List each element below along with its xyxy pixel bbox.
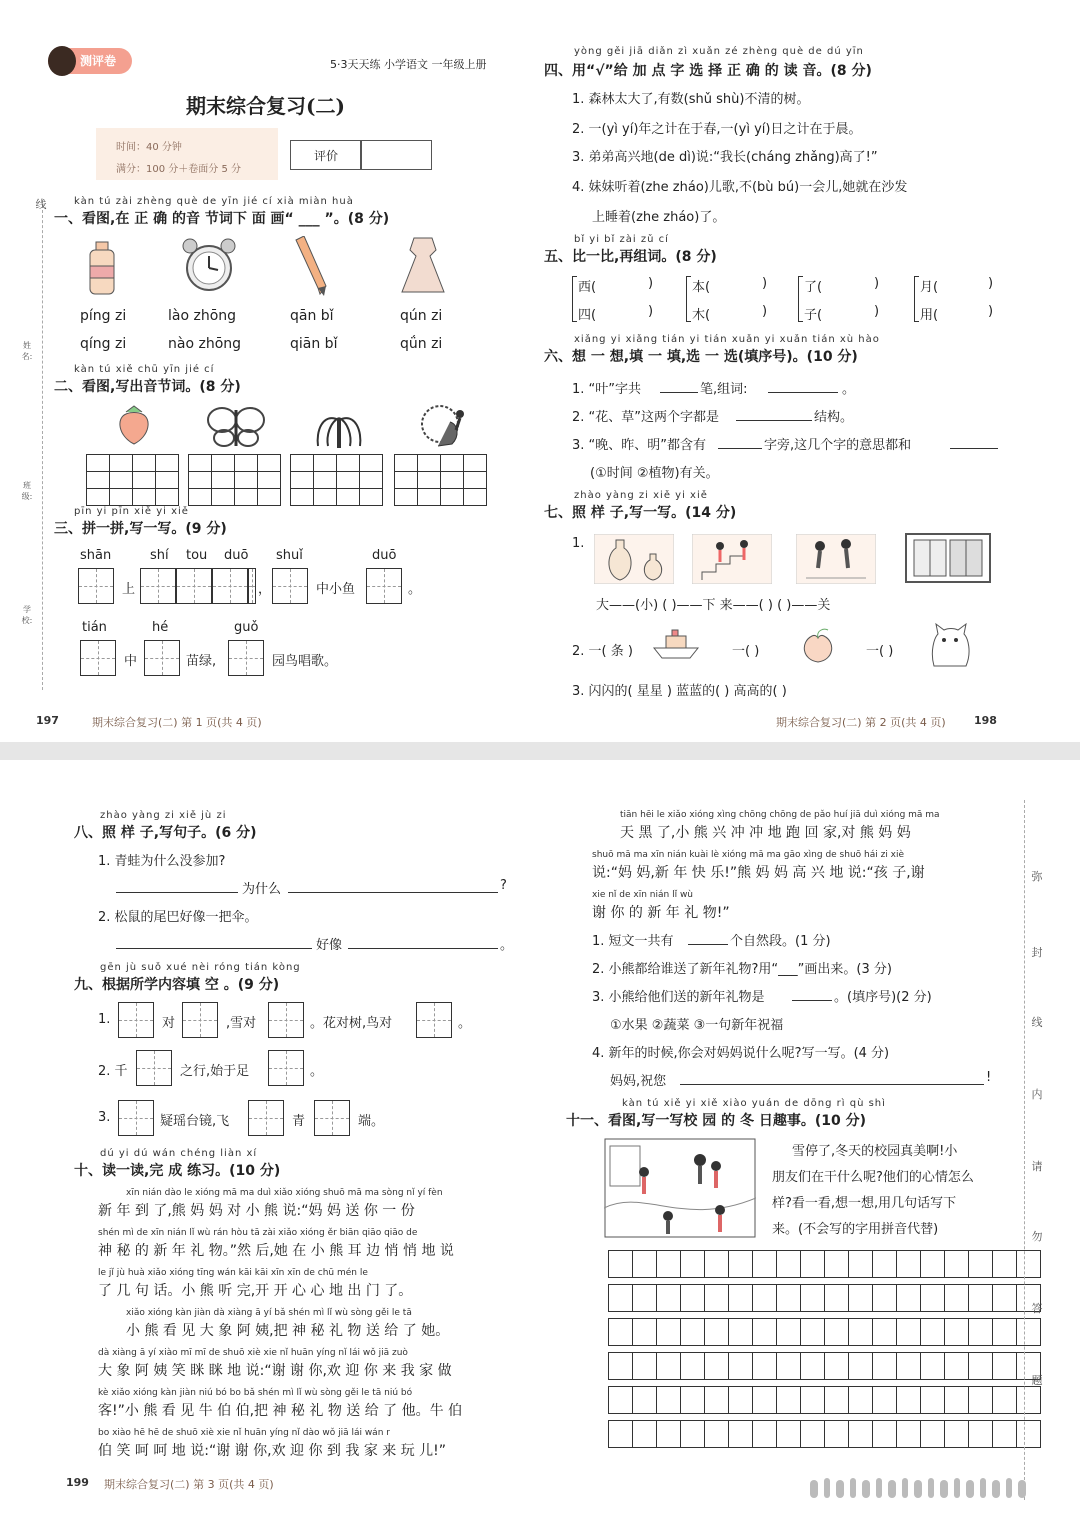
passage-pinyin: dà xiàng ā yí xiào mī mī de shuō xiè xie nǐ huān yíng nǐ lái wǒ jiā zuò xyxy=(98,1348,408,1358)
sec3-py-7: tián xyxy=(82,620,107,635)
eval-divider xyxy=(360,140,362,170)
binding-label-1: 线 xyxy=(35,198,47,211)
passage-line: 了 几 句 话。小 熊 听 完,开 开 心 心 地 出 门 了。 xyxy=(98,1283,413,1299)
paren-close: ) xyxy=(874,304,880,319)
passage-line: 说:“妈 妈,新 年 快 乐!”熊 妈 妈 高 兴 地 说:“孩 子,谢 xyxy=(592,865,925,881)
paren-close: ) xyxy=(988,276,994,291)
pinyin-grid-2[interactable] xyxy=(188,454,281,506)
char-box[interactable] xyxy=(366,568,402,604)
sec10-q1a: 1. 短文一共有 xyxy=(592,934,674,949)
sec9-r2-2: 。 xyxy=(310,1064,324,1079)
sec10-blank-2[interactable] xyxy=(792,1000,832,1001)
char-box[interactable] xyxy=(248,568,256,604)
sec1-opt-6: nào zhōng xyxy=(168,336,242,352)
sec1-opt-8: qǘn zi xyxy=(400,336,443,352)
willow-tree-icon xyxy=(312,402,366,450)
char-box[interactable] xyxy=(176,568,212,604)
seal-char: 弥 xyxy=(1031,870,1043,883)
sec8-q1b: 为什么 xyxy=(242,882,282,897)
sec6-title: 六、想 一 想,填 一 填,选 一 选(填序号)。(10 分) xyxy=(544,349,858,365)
sec10-title: 十、读一读,完 成 练习。(10 分) xyxy=(74,1163,281,1179)
sec8-blank-4[interactable] xyxy=(348,948,498,949)
vases-icon xyxy=(594,534,674,584)
sec9-r3-3: 端。 xyxy=(358,1114,385,1129)
sec9-r2-1: 之行,始于足 xyxy=(180,1064,250,1079)
stairs-kids-icon xyxy=(692,534,772,584)
char-box[interactable] xyxy=(140,568,176,604)
char-box[interactable] xyxy=(78,568,114,604)
sec6-q3b: 字旁,这几个字的意思都和 xyxy=(764,438,912,453)
sec7-n1: 1. xyxy=(572,536,585,551)
sec3-pinyin: pīn yi pīn xiě yi xiě xyxy=(74,506,189,517)
mascot-icon xyxy=(48,46,76,76)
sec9-r3-1: 疑瑶台镜,飞 xyxy=(160,1114,230,1129)
sec10-q4: 4. 新年的时候,你会对妈妈说什么呢?写一写。(4 分) xyxy=(592,1046,890,1061)
footer-text: 期末综合复习(二) 第 3 页(共 4 页) xyxy=(104,1478,274,1491)
char-box[interactable] xyxy=(416,1002,452,1038)
sec10-q3-options: ①水果 ②蔬菜 ③一句新年祝福 xyxy=(610,1018,784,1033)
binding-line xyxy=(42,200,43,690)
sec8-pinyin: zhào yàng zi xiě jù zi xyxy=(100,810,227,821)
sec3-txt-4: 。 xyxy=(408,582,422,597)
sec7-pinyin: zhào yàng zi xiě yi xiě xyxy=(574,490,708,501)
passage-pinyin: bo xiào hē hē de shuō xiè xie nǐ huān yíng nǐ dào wǒ jiā lái wán r xyxy=(98,1428,390,1438)
sec7-title: 七、照 样 子,写一写。(14 分) xyxy=(544,505,737,521)
sec10-q2: 2. 小熊都给谁送了新年礼物?用“___”画出来。(3 分) xyxy=(592,962,892,977)
seal-char: 封 xyxy=(1031,946,1043,959)
paren-close: ) xyxy=(988,304,994,319)
sec9-r1-4: 。 xyxy=(458,1016,472,1031)
paren-close: ) xyxy=(762,304,768,319)
page-4 xyxy=(540,760,1080,1518)
passage-line: 天 黑 了,小 熊 兴 冲 冲 地 跑 回 家,对 熊 妈 妈 xyxy=(620,825,911,841)
sec9-title: 九、根据所学内容填 空 。(9 分) xyxy=(74,977,280,993)
sec10-q3a: 3. 小熊给他们送的新年礼物是 xyxy=(592,990,765,1005)
sec4-item-1: 1. 森林太大了,有数(shǔ shù)不清的树。 xyxy=(572,92,810,107)
passage-pinyin: kè xiǎo xióng kàn jiàn niú bó bo bǎ shén mì lǐ wù sòng gěi le tā niú bó xyxy=(98,1388,413,1398)
sec6-q1b: 笔,组词: xyxy=(700,382,748,397)
passage-line: 小 熊 看 见 大 象 阿 姨,把 神 秘 礼 物 送 给 了 她。 xyxy=(126,1323,450,1339)
sec10-q4b: ! xyxy=(986,1070,992,1085)
sec1-opt-4: qún zi xyxy=(400,308,443,324)
passage-pinyin: tiān hēi le xiǎo xióng xìng chōng chōng de pǎo huí jiā duì xióng mā ma xyxy=(620,810,940,820)
peacock-icon xyxy=(416,402,470,450)
sec3-py-4: duō xyxy=(224,548,249,563)
brace-2 xyxy=(686,276,691,322)
sec7-row2b: 一( ) xyxy=(732,644,760,659)
sec6-q3a: 3. “晚、昨、明”都含有 xyxy=(572,438,707,453)
sec1-opt-7: qiān bǐ xyxy=(290,336,338,352)
char-box[interactable] xyxy=(268,1002,304,1038)
sec9-r1-2: ,雪对 xyxy=(226,1016,257,1031)
passage-line: 大 象 阿 姨 笑 眯 眯 地 说:“谢 谢 你,欢 迎 你 来 我 家 做 xyxy=(98,1363,452,1379)
sec3-py-3: tou xyxy=(186,548,208,563)
sec9-r1-0: 1. xyxy=(98,1012,111,1027)
sec4-item-4: 4. 妹妹听着(zhe zháo)儿歌,不(bù bú)一会儿,她就在沙发 xyxy=(572,180,908,195)
sec4-pinyin: yòng gěi jiā diǎn zì xuǎn zé zhèng què de dú yīn xyxy=(574,46,864,57)
passage-line: 客!”小 熊 看 见 牛 伯 伯,把 神 秘 礼 物 送 给 了 他。牛 伯 xyxy=(98,1403,463,1419)
time-label: 时间：40 分钟 xyxy=(116,142,182,153)
sec5-title: 五、比一比,再组词。(8 分) xyxy=(544,249,717,265)
sec5-pair-1b: 四( xyxy=(578,308,597,323)
sec10-q3b: 。(填序号)(2 分) xyxy=(834,990,932,1005)
winter-campus-illustration xyxy=(604,1138,756,1238)
sec7-row2a: 2. 一( 条 ) xyxy=(572,644,633,659)
sec8-blank-1[interactable] xyxy=(116,892,238,893)
sec10-blank-1[interactable] xyxy=(688,944,728,945)
sec10-q4a: 妈妈,祝您 xyxy=(610,1074,667,1089)
window-icon xyxy=(904,532,992,584)
sec1-opt-5: qíng zi xyxy=(80,336,127,352)
char-box[interactable] xyxy=(144,640,180,676)
sec11-prompt-4: 来。(不会写的字用拼音代替) xyxy=(772,1222,939,1237)
char-box[interactable] xyxy=(268,1050,304,1086)
sec3-txt-3: 中小鱼 xyxy=(316,582,356,597)
sec5-pair-4b: 用( xyxy=(920,308,939,323)
footer-page-num: 198 xyxy=(974,714,997,727)
sec10-blank-3[interactable] xyxy=(680,1084,984,1085)
sec10-q1b: 个自然段。(1 分) xyxy=(730,934,831,949)
sec4-title: 四、用“√”给 加 点 字 选 择 正 确 的 读 音。(8 分) xyxy=(544,63,872,79)
char-box[interactable] xyxy=(228,640,264,676)
page-2 xyxy=(540,0,1080,742)
sec6-blank-3[interactable] xyxy=(736,420,812,421)
sec3-py-5: shuǐ xyxy=(276,548,303,563)
sec8-q1-end: ? xyxy=(500,878,507,893)
char-box[interactable] xyxy=(314,1100,350,1136)
page-3 xyxy=(0,760,540,1518)
char-box[interactable] xyxy=(118,1002,154,1038)
char-box[interactable] xyxy=(212,568,248,604)
passage-pinyin: xie nǐ de xīn nián lǐ wù xyxy=(592,890,694,900)
sec3-py-6: duō xyxy=(372,548,397,563)
sec3-txt-1: 上 xyxy=(122,582,136,597)
passage-line: 新 年 到 了,熊 妈 妈 对 小 熊 说:“妈 妈 送 你 一 份 xyxy=(98,1203,415,1219)
sec5-pair-1a: 西( xyxy=(578,280,597,295)
seal-char: 请 xyxy=(1031,1160,1043,1173)
score-label: 满分：100 分＋卷面分 5 分 xyxy=(116,164,241,175)
footer-page-num: 199 xyxy=(66,1476,89,1489)
sec6-pinyin: xiǎng yi xiǎng tián yi tián xuǎn yi xuǎn tián xù hào xyxy=(574,334,880,345)
sec8-blank-3[interactable] xyxy=(116,948,312,949)
sec10-pinyin: dú yi dú wán chéng liàn xí xyxy=(100,1148,258,1159)
sec8-q2-end: 。 xyxy=(500,938,514,953)
sec8-title: 八、照 样 子,写句子。(6 分) xyxy=(74,825,257,841)
paren-close: ) xyxy=(874,276,880,291)
sec9-r1-1: 对 xyxy=(162,1016,176,1031)
bottle-icon xyxy=(84,240,120,298)
passage-line: 谢 你 的 新 年 礼 物!” xyxy=(592,905,730,921)
passage-pinyin: xiǎo xióng kàn jiàn dà xiàng ā yí bǎ shén mì lǐ wù sòng gěi le tā xyxy=(126,1308,412,1318)
sec3-txt-7: 园鸟唱歌。 xyxy=(272,654,338,669)
sec1-opt-1: píng zi xyxy=(80,308,127,324)
binding-label-4: 学校: xyxy=(21,605,33,625)
seal-char: 题 xyxy=(1031,1374,1043,1387)
sec11-pinyin: kàn tú xiě yi xiě xiào yuán de dōng rì qù shì xyxy=(622,1098,886,1109)
binding-label-3: 班级: xyxy=(21,481,33,501)
footer-text: 期末综合复习(二) 第 1 页(共 4 页) xyxy=(92,716,262,729)
sec5-pair-4a: 月( xyxy=(920,280,939,295)
paren-close: ) xyxy=(648,276,654,291)
sec6-blank-1[interactable] xyxy=(660,392,698,393)
sec11-prompt-1: 雪停了,冬天的校园真美啊!小 xyxy=(792,1144,958,1159)
sec8-q2: 2. 松鼠的尾巴好像一把伞。 xyxy=(98,910,258,925)
sec9-r2-0: 2. 千 xyxy=(98,1064,128,1079)
sec4-item-3: 3. 弟弟高兴地(de dì)说:“我长(cháng zhǎng)高了!” xyxy=(572,150,878,165)
sec7-row3: 3. 闪闪的( 星星 ) 蓝蓝的( ) 高高的( ) xyxy=(572,684,787,699)
sec3-txt-2: ， xyxy=(258,582,272,597)
dress-icon xyxy=(398,236,448,296)
sec3-txt-6: 苗绿, xyxy=(186,654,217,669)
sec3-title: 三、拼一拼,写一写。(9 分) xyxy=(54,521,227,537)
pinyin-grid-4[interactable] xyxy=(394,454,487,506)
sec3-py-8: hé xyxy=(152,620,169,635)
seal-char: 内 xyxy=(1031,1088,1043,1101)
walking-kids-icon xyxy=(796,534,876,584)
passage-line: 伯 笑 呵 呵 地 说:“谢 谢 你,欢 迎 你 到 我 家 来 玩 儿!” xyxy=(98,1443,447,1459)
peach-icon xyxy=(798,626,838,664)
alarm-clock-icon xyxy=(180,236,238,296)
passage-pinyin: xīn nián dào le xióng mā ma duì xiǎo xióng shuō mā ma sòng nǐ yí fèn xyxy=(126,1188,443,1198)
char-box[interactable] xyxy=(136,1050,172,1086)
sec3-py-9: guǒ xyxy=(234,620,259,635)
footer-page-num: 197 xyxy=(36,714,59,727)
boat-icon xyxy=(652,626,700,662)
sec3-py-1: shān xyxy=(80,548,112,563)
char-box[interactable] xyxy=(182,1002,218,1038)
eval-label: 评价 xyxy=(314,149,339,163)
sec6-blank-4[interactable] xyxy=(718,448,762,449)
sec5-pair-2b: 木( xyxy=(692,308,711,323)
sec6-blank-2[interactable] xyxy=(768,392,838,393)
spread-divider xyxy=(0,742,1080,760)
sec11-prompt-2: 朋友们在干什么呢?他们的心情怎么 xyxy=(772,1170,974,1185)
seal-char: 线 xyxy=(1031,1016,1043,1029)
page-title: 期末综合复习(二) xyxy=(186,94,345,118)
strawberry-icon xyxy=(114,404,154,446)
sec8-blank-2[interactable] xyxy=(288,892,498,893)
sec1-pinyin: kàn tú zài zhèng què de yīn jié cí xià miàn huà xyxy=(74,196,354,207)
brace-3 xyxy=(798,276,803,322)
sec1-title: 一、看图,在 正 确 的音 节词下 面 画“ ___ ”。(8 分) xyxy=(54,211,390,227)
sec2-title: 二、看图,写出音节词。(8 分) xyxy=(54,379,241,395)
paren-close: ) xyxy=(648,304,654,319)
char-box[interactable] xyxy=(118,1100,154,1136)
sec3-txt-5: 中 xyxy=(124,654,138,669)
char-box[interactable] xyxy=(80,640,116,676)
paren-close: ) xyxy=(762,276,768,291)
pinyin-grid-3[interactable] xyxy=(290,454,383,506)
binding-label-2: 姓名: xyxy=(21,341,33,361)
seal-char: 勿 xyxy=(1031,1230,1043,1243)
sec9-pinyin: gēn jù suǒ xué nèi róng tián kòng xyxy=(100,962,301,973)
sec1-opt-3: qān bǐ xyxy=(290,308,334,324)
sec6-q1-end: 。 xyxy=(842,382,856,397)
sec9-r1-3: 。花对树,鸟对 xyxy=(310,1016,393,1031)
butterfly-icon xyxy=(206,404,266,448)
brace-1 xyxy=(572,276,577,322)
brace-4 xyxy=(914,276,919,322)
sec11-title: 十一、看图,写一写校 园 的 冬 日趣事。(10 分) xyxy=(566,1113,866,1129)
sec1-opt-2: lào zhōng xyxy=(168,308,237,324)
char-box[interactable] xyxy=(248,1100,284,1136)
sec8-q2b: 好像 xyxy=(316,938,343,953)
sec7-row2c: 一( ) xyxy=(866,644,894,659)
sec5-pair-3a: 了( xyxy=(804,280,823,295)
sec6-q3c: (①时间 ②植物)有关。 xyxy=(590,466,719,481)
essay-writing-grid[interactable] xyxy=(608,1250,1041,1448)
passage-pinyin: shén mì de xīn nián lǐ wù rán hòu tā zài xiǎo xióng ěr biān qiāo qiāo de xyxy=(98,1228,418,1238)
page-1 xyxy=(0,0,540,742)
pencil-icon xyxy=(290,236,330,298)
passage-line: 神 秘 的 新 年 礼 物。”然 后,她 在 小 熊 耳 边 悄 悄 地 说 xyxy=(98,1243,454,1259)
sec6-q2a: 2. “花、草”这两个字都是 xyxy=(572,410,720,425)
sec5-pair-2a: 本( xyxy=(692,280,711,295)
char-box[interactable] xyxy=(272,568,308,604)
sec4-item-2: 2. 一(yì yí)年之计在于春,一(yì yí)日之计在于晨。 xyxy=(572,122,862,137)
sec8-q1: 1. 青蛙为什么没参加? xyxy=(98,854,226,869)
seal-char: 答 xyxy=(1031,1302,1043,1315)
sec6-blank-5[interactable] xyxy=(950,448,998,449)
seal-line xyxy=(1024,800,1025,1500)
passage-pinyin: le jǐ jù huà xiǎo xióng tīng wán kāi kāi xīn xīn de chū mén le xyxy=(98,1268,368,1278)
footer-text: 期末综合复习(二) 第 2 页(共 4 页) xyxy=(776,716,946,729)
barcode-icon xyxy=(810,1472,1050,1502)
sec4-item-5: 上睡着(zhe zháo)了。 xyxy=(592,210,726,225)
cat-icon xyxy=(928,622,972,668)
sec6-q2b: 结构。 xyxy=(814,410,854,425)
sec3-py-2: shí xyxy=(150,548,169,563)
pinyin-grid-1[interactable] xyxy=(86,454,179,506)
sec11-prompt-3: 样?看一看,想一想,用几句话写下 xyxy=(772,1196,957,1211)
sec7-row1: 大——(小) ( )——下 来——( ) ( )——关 xyxy=(596,598,831,613)
passage-pinyin: shuō mā ma xīn nián kuài lè xióng mā ma gāo xìng de shuō hái zi xiè xyxy=(592,850,905,860)
sec5-pinyin: bǐ yi bǐ zài zǔ cí xyxy=(574,234,669,245)
sec2-pinyin: kàn tú xiě chū yīn jié cí xyxy=(74,364,215,375)
series-label: 5·3天天练 小学语文 一年级上册 xyxy=(330,58,487,71)
badge-text: 测评卷 xyxy=(80,54,117,68)
sec9-r3-2: 青 xyxy=(292,1114,306,1129)
sec6-q1a: 1. “叶”字共 xyxy=(572,382,642,397)
sec9-r3-0: 3. xyxy=(98,1110,111,1125)
sec5-pair-3b: 子( xyxy=(804,308,823,323)
